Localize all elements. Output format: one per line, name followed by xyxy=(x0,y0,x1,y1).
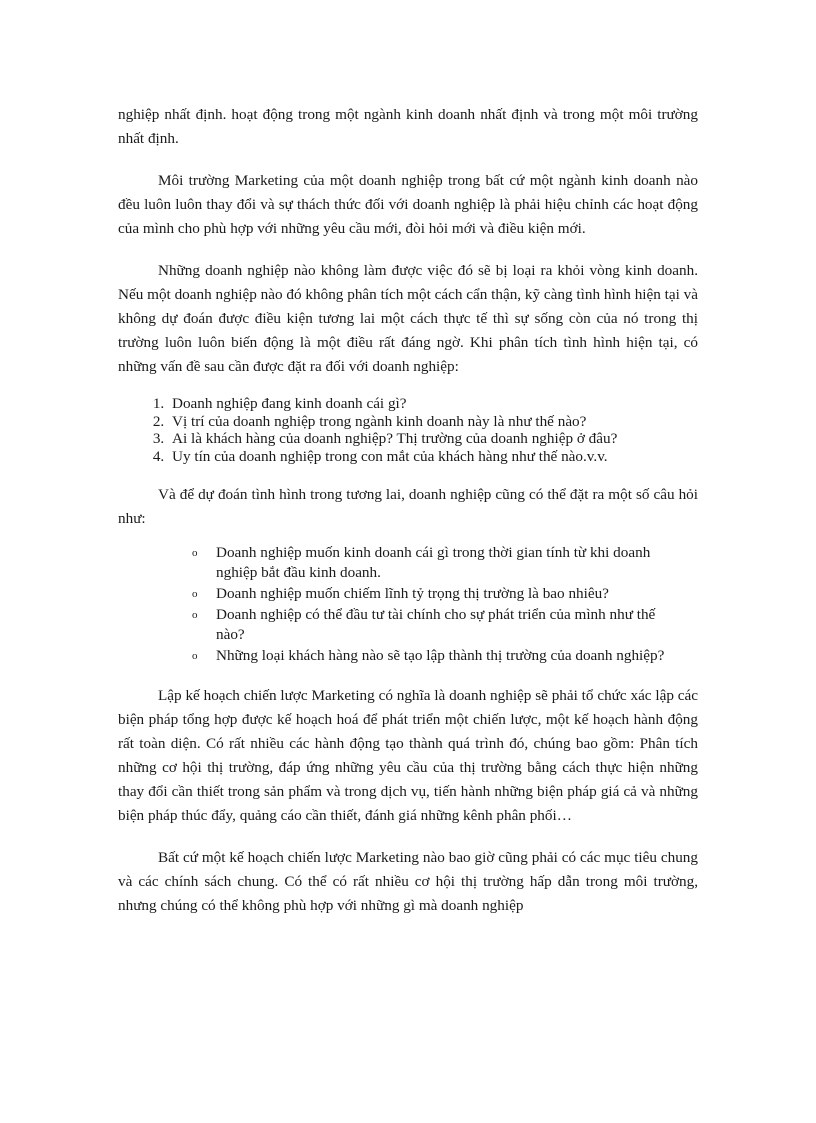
bullet-item-text: Doanh nghiệp muốn kinh doanh cái gì trong thời gian tính từ khi doanh nghiệp bắt đầu kinh doanh. xyxy=(216,544,651,581)
bullet-list-item xyxy=(192,605,678,645)
paragraph-strategy-goals: Bất cứ một kế hoạch chiến lược Marketing nào bao giờ cũng phải có các mục tiêu chung và các chính sách chung. Có thể có rất nhiều cơ hội thị trường hấp dẫn trong môi trường, nhưng chúng có thể không phù hợp với những gì mà doanh nghiệp xyxy=(118,849,698,914)
circle-bullet-icon: o xyxy=(192,650,198,662)
bullet-list-item xyxy=(192,646,678,666)
circle-bullet-icon: o xyxy=(192,547,198,559)
paragraph-forecast: Và để dự đoán tình hình trong tương lai, doanh nghiệp cũng có thể đặt ra một số câu hỏi như: xyxy=(118,486,698,527)
circle-bullet-icon: o xyxy=(192,588,198,600)
document-page xyxy=(118,103,698,918)
numbered-list-item: 2. Vị trí của doanh nghiệp trong ngành kinh doanh này là như thế nào? xyxy=(168,413,698,431)
bullet-item-text: Những loại khách hàng nào sẽ tạo lập thành thị trường của doanh nghiệp? xyxy=(216,647,665,664)
circle-bullet-icon: o xyxy=(192,609,198,621)
bullet-question-list xyxy=(118,543,678,666)
paragraph-continuation: nghiệp nhất định. hoạt động trong một ngành kinh doanh nhất định và trong một môi trường nhất định. xyxy=(118,106,698,147)
numbered-list-item: 3. Ai là khách hàng của doanh nghiệp? Thị trường của doanh nghiệp ở đâu? xyxy=(168,430,698,448)
paragraph-marketing-environment: Môi trường Marketing của một doanh nghiệp trong bất cứ một ngành kinh doanh nào đều luôn luôn thay đổi và sự thách thức đối với doanh nghiệp là phải hiệu chỉnh các hoạt động của mình cho phù hợp với những yêu cầu mới, đòi hỏi mới và điều kiện mới. xyxy=(118,172,698,237)
bullet-list-item xyxy=(192,543,678,583)
numbered-list-item: 1. Doanh nghiệp đang kinh doanh cái gì? xyxy=(168,395,698,413)
bullet-item-text: Doanh nghiệp muốn chiếm lĩnh tỷ trọng thị trường là bao nhiêu? xyxy=(216,585,609,602)
paragraph-business-analysis: Những doanh nghiệp nào không làm được việc đó sẽ bị loại ra khỏi vòng kinh doanh. Nếu một doanh nghiệp nào đó không phân tích một cách cẩn thận, kỹ càng tình hình hiện tại và không dự đoán được điều kiện tương lai một cách thực tế thì sự sống còn của nó trong thị trường luôn luôn biến động là một điều rất đáng ngờ. Khi phân tích tình hình hiện tại, có những vấn đề sau cần được đặt ra đối với doanh nghiệp: xyxy=(118,262,698,375)
bullet-list-item xyxy=(192,584,678,604)
paragraph-strategic-planning: Lập kế hoạch chiến lược Marketing có nghĩa là doanh nghiệp sẽ phải tổ chức xác lập các biện pháp tổng hợp được kế hoạch hoá để phát triển một chiến lược, một kế hoạch hành động rất toàn diện. Có rất nhiều các hành động tạo thành quá trình đó, chúng bao gồm: Phân tích những cơ hội thị trường, đáp ứng những yêu cầu của thị trường bằng cách thực hiện những thay đổi cần thiết trong sản phẩm và trong dịch vụ, tiến hành những biện pháp giá cả và những biện pháp thúc đẩy, quảng cáo cần thiết, đánh giá những kênh phân phối… xyxy=(118,687,698,824)
bullet-item-text: Doanh nghiệp có thể đầu tư tài chính cho sự phát triển của mình như thế nào? xyxy=(216,606,656,643)
numbered-question-list xyxy=(118,395,698,465)
numbered-list-item: 4. Uy tín của doanh nghiệp trong con mắt của khách hàng như thế nào.v.v. xyxy=(168,448,698,466)
